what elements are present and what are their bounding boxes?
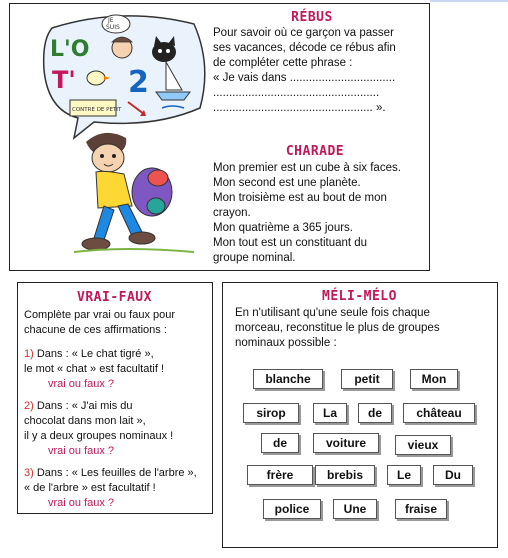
item-answer: vrai ou faux ? bbox=[48, 445, 115, 457]
word-card[interactable]: fraise bbox=[395, 499, 447, 519]
charade-line: Mon second est une planète. bbox=[213, 177, 361, 189]
vrai-faux-intro-line: chacune de ces affirmations : bbox=[24, 324, 167, 336]
item-line: « de l'arbre » est facultatif ! bbox=[24, 482, 156, 494]
vrai-faux-item-3 bbox=[24, 466, 210, 511]
word-card[interactable]: de bbox=[358, 403, 392, 423]
charade-title: CHARADE bbox=[285, 144, 345, 159]
word-card[interactable]: vieux bbox=[395, 435, 451, 455]
meli-melo-intro-line: nominaux possible : bbox=[235, 337, 337, 349]
bubble-text-je: JE bbox=[108, 17, 114, 24]
rebus-line: « Je vais dans ................................. bbox=[213, 72, 396, 84]
vrai-faux-intro-line: Complète par vrai ou faux pour bbox=[24, 309, 176, 321]
item-line: il y a deux groupes nominaux ! bbox=[24, 430, 174, 442]
charade-line: Mon quatrième a 365 jours. bbox=[213, 222, 353, 234]
vrai-faux-item-1 bbox=[24, 347, 210, 392]
item-number: 2) bbox=[24, 400, 34, 412]
item-line: chocolat dans mon lait », bbox=[24, 415, 146, 427]
rebus-line: ses vacances, décode ce rébus afin bbox=[213, 42, 396, 54]
rebus-charade-box bbox=[9, 3, 430, 271]
charade-text bbox=[213, 161, 425, 266]
rebus-number: 2 bbox=[128, 65, 149, 100]
rebus-title: RÉBUS bbox=[291, 10, 333, 25]
item-answer: vrai ou faux ? bbox=[48, 378, 115, 390]
rebus-letter-t: T' bbox=[52, 66, 76, 94]
charade-line: Mon premier est un cube à six faces. bbox=[213, 162, 401, 174]
rebus-letter-l: L'O bbox=[50, 37, 90, 62]
word-card[interactable]: Le bbox=[387, 465, 421, 485]
vrai-faux-title: VRAI-FAUX bbox=[77, 290, 152, 305]
item-answer: vrai ou faux ? bbox=[48, 497, 115, 509]
word-card[interactable]: Mon bbox=[410, 369, 458, 389]
boy-hiker-illustration bbox=[74, 133, 194, 252]
item-line: Dans : « Les feuilles de l'arbre », bbox=[36, 467, 197, 479]
meli-melo-box bbox=[222, 282, 498, 548]
item-line: Dans : « J'ai mis du bbox=[36, 400, 133, 412]
word-card[interactable]: brebis bbox=[315, 465, 375, 485]
item-line: Dans : « Le chat tigré », bbox=[36, 348, 154, 360]
top-decoration-line bbox=[430, 0, 508, 2]
item-line: le mot « chat » est facultatif ! bbox=[24, 363, 165, 375]
meli-melo-intro-line: En n'utilisant qu'une seule fois chaque bbox=[235, 307, 430, 319]
rebus-text bbox=[213, 26, 425, 116]
vrai-faux-box bbox=[17, 282, 213, 514]
word-card[interactable]: police bbox=[263, 499, 321, 519]
rebus-sign-text: CONTRE DE PETIT bbox=[72, 107, 122, 113]
rebus-illustration bbox=[34, 10, 210, 260]
vrai-faux-content bbox=[24, 308, 210, 511]
word-card[interactable]: voiture bbox=[313, 433, 379, 453]
word-card[interactable]: Du bbox=[433, 465, 473, 485]
word-card[interactable]: château bbox=[403, 403, 475, 423]
charade-line: groupe nominal. bbox=[213, 252, 296, 264]
rebus-line: .................................................. ». bbox=[213, 102, 386, 114]
meli-melo-title: MÉLI-MÉLO bbox=[322, 289, 397, 304]
bubble-text-suis: SUIS bbox=[106, 24, 120, 31]
word-card[interactable]: petit bbox=[341, 369, 393, 389]
item-number: 1) bbox=[24, 348, 34, 360]
word-card[interactable]: La bbox=[313, 403, 347, 423]
word-card[interactable]: sirop bbox=[243, 403, 299, 423]
rebus-line: de compléter cette phrase : bbox=[213, 57, 353, 69]
charade-line: crayon. bbox=[213, 207, 251, 219]
rebus-line: .................................................... bbox=[213, 87, 380, 99]
charade-line: Mon troisième est au bout de mon bbox=[213, 192, 387, 204]
meli-melo-intro-line: morceau, reconstitue le plus de groupes bbox=[235, 322, 440, 334]
vrai-faux-item-2 bbox=[24, 399, 210, 459]
word-card[interactable]: blanche bbox=[253, 369, 323, 389]
rebus-line: Pour savoir où ce garçon va passer bbox=[213, 27, 394, 39]
item-number: 3) bbox=[24, 467, 34, 479]
meli-melo-intro bbox=[235, 306, 490, 351]
word-card[interactable]: de bbox=[261, 433, 299, 453]
charade-line: Mon tout est un constituant du bbox=[213, 237, 368, 249]
word-card[interactable]: frère bbox=[247, 465, 313, 485]
word-card[interactable]: Une bbox=[333, 499, 377, 519]
